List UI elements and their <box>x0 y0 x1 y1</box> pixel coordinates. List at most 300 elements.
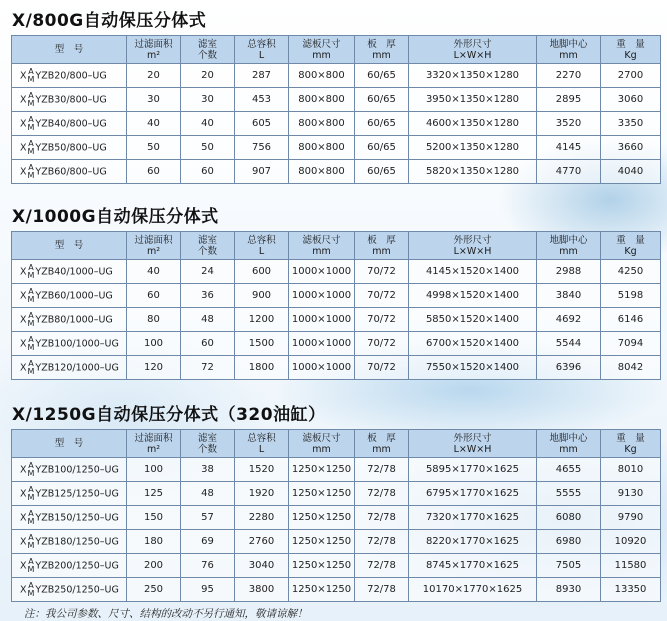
column-header <box>289 430 355 458</box>
model-prefix-a: A <box>28 484 34 494</box>
model-name: YZB60/1000–UG <box>35 290 113 301</box>
data-cell: 8930 <box>537 578 601 602</box>
spec-table <box>11 231 661 380</box>
data-cell: 3950×1350×1280 <box>409 88 537 112</box>
column-header <box>181 232 235 260</box>
model-name: YZB20/800–UG <box>35 70 107 81</box>
model-name: YZB40/1000–UG <box>35 266 113 277</box>
data-cell: 4040 <box>601 160 661 184</box>
data-cell: 1000×1000 <box>289 356 355 380</box>
data-cell: 8745×1770×1625 <box>409 554 537 578</box>
column-header <box>409 232 537 260</box>
model-prefix-x: X <box>20 536 27 547</box>
model-prefix-m: M <box>27 270 35 280</box>
data-cell: 6396 <box>537 356 601 380</box>
column-header-line: 板 厚 <box>367 38 396 50</box>
data-cell: 30 <box>181 88 235 112</box>
model-prefix-a: A <box>28 334 34 344</box>
data-cell: 3800 <box>235 578 289 602</box>
column-header <box>355 232 409 260</box>
model-name: YZB150/1250–UG <box>35 512 119 523</box>
model-name: YZB40/800–UG <box>35 118 107 129</box>
data-cell: 70/72 <box>355 332 409 356</box>
table-row <box>12 458 661 482</box>
column-header <box>235 430 289 458</box>
model-cell <box>12 308 127 332</box>
header-row <box>12 430 661 458</box>
data-cell: 1500 <box>235 332 289 356</box>
column-header <box>127 36 181 64</box>
table-row <box>12 578 661 602</box>
data-cell: 20 <box>127 64 181 88</box>
data-cell: 4692 <box>537 308 601 332</box>
column-header-line: Kg <box>624 49 637 61</box>
model-prefix-am <box>28 264 35 280</box>
column-header <box>12 232 127 260</box>
model-prefix-am <box>28 510 35 526</box>
data-cell: 7094 <box>601 332 661 356</box>
model-prefix-m: M <box>27 492 35 502</box>
model-prefix-a: A <box>28 162 34 172</box>
data-cell: 3040 <box>235 554 289 578</box>
data-cell: 800×800 <box>289 112 355 136</box>
data-cell: 8220×1770×1625 <box>409 530 537 554</box>
data-cell: 2760 <box>235 530 289 554</box>
data-cell: 900 <box>235 284 289 308</box>
column-header-line: 滤板尺寸 <box>302 234 341 246</box>
data-cell: 907 <box>235 160 289 184</box>
data-cell: 40 <box>127 260 181 284</box>
data-cell: 30 <box>127 88 181 112</box>
model-prefix-m: M <box>27 74 35 84</box>
model-prefix-x: X <box>20 560 27 571</box>
model-prefix-am <box>28 312 35 328</box>
data-cell: 3840 <box>537 284 601 308</box>
column-header-line: 个数 <box>197 245 217 257</box>
column-header-line: 总容积 <box>247 234 276 246</box>
data-cell: 9790 <box>601 506 661 530</box>
column-header <box>12 430 127 458</box>
column-header-line: m² <box>146 443 161 455</box>
model-prefix-x: X <box>20 464 27 475</box>
column-header-line: 重 量 <box>616 432 645 444</box>
data-cell: 60/65 <box>355 160 409 184</box>
data-cell: 5200×1350×1280 <box>409 136 537 160</box>
model-cell <box>12 554 127 578</box>
data-cell: 2270 <box>537 64 601 88</box>
column-header-line: 过滤面积 <box>134 38 173 50</box>
column-header-line: 地脚中心 <box>549 234 588 246</box>
data-cell: 10920 <box>601 530 661 554</box>
model-prefix-a: A <box>28 114 34 124</box>
data-cell: 453 <box>235 88 289 112</box>
model-name: YZB180/1250–UG <box>35 536 119 547</box>
model-cell <box>12 284 127 308</box>
column-header-line: mm <box>312 49 331 61</box>
model-cell <box>12 88 127 112</box>
data-cell: 6700×1520×1400 <box>409 332 537 356</box>
model-cell <box>12 482 127 506</box>
data-cell: 6795×1770×1625 <box>409 482 537 506</box>
data-cell: 4655 <box>537 458 601 482</box>
data-cell: 6146 <box>601 308 661 332</box>
model-prefix-m: M <box>27 122 35 132</box>
model-cell <box>12 260 127 284</box>
model-prefix-x: X <box>20 142 27 153</box>
model-cell <box>12 506 127 530</box>
model-prefix-x: X <box>20 266 27 277</box>
data-cell: 72/78 <box>355 458 409 482</box>
model-prefix-m: M <box>27 146 35 156</box>
data-cell: 5850×1520×1400 <box>409 308 537 332</box>
column-header-line: 板 厚 <box>367 234 396 246</box>
data-cell: 6980 <box>537 530 601 554</box>
data-cell: 1250×1250 <box>289 578 355 602</box>
model-prefix-am <box>28 68 35 84</box>
model-prefix-m: M <box>27 588 35 598</box>
column-header-line: L <box>258 443 265 455</box>
column-header-line: 重 量 <box>616 38 645 50</box>
data-cell: 800×800 <box>289 160 355 184</box>
model-prefix-m: M <box>27 342 35 352</box>
data-cell: 3660 <box>601 136 661 160</box>
column-header <box>601 232 661 260</box>
model-prefix-am <box>28 462 35 478</box>
model-prefix-x: X <box>20 314 27 325</box>
model-name: YZB100/1250–UG <box>35 464 119 475</box>
model-prefix-x: X <box>20 512 27 523</box>
data-cell: 76 <box>181 554 235 578</box>
data-cell: 1920 <box>235 482 289 506</box>
model-prefix-am <box>28 164 35 180</box>
column-header-line: 外形尺寸 <box>453 432 492 444</box>
model-cell <box>12 160 127 184</box>
data-cell: 36 <box>181 284 235 308</box>
data-cell: 605 <box>235 112 289 136</box>
data-cell: 60 <box>181 332 235 356</box>
model-cell <box>12 578 127 602</box>
data-cell: 60/65 <box>355 64 409 88</box>
model-prefix-m: M <box>27 540 35 550</box>
column-header <box>409 36 537 64</box>
data-cell: 4600×1350×1280 <box>409 112 537 136</box>
data-cell: 150 <box>127 506 181 530</box>
data-cell: 3520 <box>537 112 601 136</box>
table-row <box>12 88 661 112</box>
spec-table <box>11 35 661 184</box>
column-header-line: m² <box>146 49 161 61</box>
model-prefix-a: A <box>28 262 34 272</box>
model-cell <box>12 136 127 160</box>
data-cell: 60 <box>127 284 181 308</box>
data-cell: 1250×1250 <box>289 458 355 482</box>
model-prefix-a: A <box>28 532 34 542</box>
data-cell: 10170×1770×1625 <box>409 578 537 602</box>
column-header <box>12 36 127 64</box>
data-cell: 287 <box>235 64 289 88</box>
data-cell: 38 <box>181 458 235 482</box>
model-name: YZB100/1000–UG <box>35 338 119 349</box>
model-prefix-m: M <box>27 294 35 304</box>
data-cell: 4145×1520×1400 <box>409 260 537 284</box>
data-cell: 60 <box>127 160 181 184</box>
model-prefix-a: A <box>28 508 34 518</box>
data-cell: 120 <box>127 356 181 380</box>
column-header-line: 滤板尺寸 <box>302 432 341 444</box>
table-row <box>12 506 661 530</box>
data-cell: 5544 <box>537 332 601 356</box>
model-prefix-a: A <box>28 90 34 100</box>
data-cell: 5895×1770×1625 <box>409 458 537 482</box>
data-cell: 72/78 <box>355 482 409 506</box>
data-cell: 72/78 <box>355 530 409 554</box>
model-prefix-x: X <box>20 584 27 595</box>
spec-table <box>11 429 661 602</box>
data-cell: 800×800 <box>289 64 355 88</box>
model-name: YZB125/1250–UG <box>35 488 119 499</box>
model-name: YZB50/800–UG <box>35 142 107 153</box>
column-header-line: 地脚中心 <box>549 432 588 444</box>
model-cell <box>12 112 127 136</box>
model-name: YZB250/1250–UG <box>35 584 119 595</box>
data-cell: 200 <box>127 554 181 578</box>
column-header-line: mm <box>312 245 331 257</box>
data-cell: 5820×1350×1280 <box>409 160 537 184</box>
column-header-line: 外形尺寸 <box>453 38 492 50</box>
data-cell: 50 <box>127 136 181 160</box>
footer-note: 注：我公司参数、尺寸、结构的改动不另行通知，敬请谅解！ <box>24 608 308 620</box>
column-header-line: 型 号 <box>54 438 84 449</box>
data-cell: 3320×1350×1280 <box>409 64 537 88</box>
column-header <box>127 430 181 458</box>
model-prefix-m: M <box>27 468 35 478</box>
model-prefix-a: A <box>28 580 34 590</box>
data-cell: 2988 <box>537 260 601 284</box>
column-header-line: 滤室 <box>197 234 217 246</box>
data-cell: 40 <box>181 112 235 136</box>
model-prefix-am <box>28 92 35 108</box>
model-prefix-x: X <box>20 338 27 349</box>
data-cell: 7550×1520×1400 <box>409 356 537 380</box>
data-cell: 4770 <box>537 160 601 184</box>
model-prefix-m: M <box>27 516 35 526</box>
data-cell: 6080 <box>537 506 601 530</box>
model-prefix-x: X <box>20 70 27 81</box>
column-header-line: m² <box>146 245 161 257</box>
data-cell: 50 <box>181 136 235 160</box>
data-cell: 1250×1250 <box>289 530 355 554</box>
model-prefix-a: A <box>28 460 34 470</box>
data-cell: 95 <box>181 578 235 602</box>
data-cell: 800×800 <box>289 136 355 160</box>
model-prefix-m: M <box>27 98 35 108</box>
data-cell: 7320×1770×1625 <box>409 506 537 530</box>
data-cell: 250 <box>127 578 181 602</box>
model-cell <box>12 64 127 88</box>
data-cell: 11580 <box>601 554 661 578</box>
data-cell: 7505 <box>537 554 601 578</box>
data-cell: 4145 <box>537 136 601 160</box>
model-prefix-m: M <box>27 564 35 574</box>
data-cell: 125 <box>127 482 181 506</box>
column-header <box>537 430 601 458</box>
column-header-line: mm <box>372 49 391 61</box>
data-cell: 1250×1250 <box>289 554 355 578</box>
data-cell: 57 <box>181 506 235 530</box>
column-header <box>537 232 601 260</box>
data-cell: 2895 <box>537 88 601 112</box>
model-cell <box>12 458 127 482</box>
data-cell: 180 <box>127 530 181 554</box>
table-row <box>12 554 661 578</box>
data-cell: 1000×1000 <box>289 260 355 284</box>
model-prefix-am <box>28 336 35 352</box>
column-header-line: 过滤面积 <box>134 432 173 444</box>
table-row <box>12 160 661 184</box>
model-prefix-am <box>28 288 35 304</box>
column-header-line: L <box>258 245 265 257</box>
column-header <box>181 36 235 64</box>
column-header <box>601 36 661 64</box>
table-row <box>12 332 661 356</box>
column-header-line: 型 号 <box>54 240 84 251</box>
data-cell: 8042 <box>601 356 661 380</box>
column-header-line: 型 号 <box>54 44 84 55</box>
column-header-line: 外形尺寸 <box>453 234 492 246</box>
model-prefix-x: X <box>20 488 27 499</box>
model-prefix-x: X <box>20 94 27 105</box>
column-header-line: 滤板尺寸 <box>302 38 341 50</box>
column-header <box>355 430 409 458</box>
data-cell: 20 <box>181 64 235 88</box>
column-header <box>127 232 181 260</box>
column-header <box>355 36 409 64</box>
model-prefix-a: A <box>28 286 34 296</box>
model-prefix-am <box>28 140 35 156</box>
column-header <box>235 36 289 64</box>
model-prefix-m: M <box>27 366 35 376</box>
column-header-line: 板 厚 <box>367 432 396 444</box>
column-header-line: 地脚中心 <box>549 38 588 50</box>
model-prefix-a: A <box>28 138 34 148</box>
model-cell <box>12 356 127 380</box>
table-row <box>12 308 661 332</box>
data-cell: 800×800 <box>289 88 355 112</box>
data-cell: 69 <box>181 530 235 554</box>
column-header <box>181 430 235 458</box>
data-cell: 4250 <box>601 260 661 284</box>
model-prefix-am <box>28 486 35 502</box>
data-cell: 3350 <box>601 112 661 136</box>
column-header <box>409 430 537 458</box>
data-cell: 4998×1520×1400 <box>409 284 537 308</box>
data-cell: 600 <box>235 260 289 284</box>
column-header-line: 个数 <box>197 443 217 455</box>
column-header-line: L <box>258 49 265 61</box>
data-cell: 1250×1250 <box>289 482 355 506</box>
data-cell: 70/72 <box>355 356 409 380</box>
data-cell: 2280 <box>235 506 289 530</box>
column-header-line: mm <box>559 245 578 257</box>
section-title: X/800G自动保压分体式 <box>12 11 207 31</box>
data-cell: 24 <box>181 260 235 284</box>
column-header-line: mm <box>372 443 391 455</box>
model-prefix-am <box>28 360 35 376</box>
table-row <box>12 530 661 554</box>
data-cell: 1200 <box>235 308 289 332</box>
model-prefix-m: M <box>27 170 35 180</box>
model-name: YZB30/800–UG <box>35 94 107 105</box>
data-cell: 2700 <box>601 64 661 88</box>
column-header-line: mm <box>372 245 391 257</box>
data-cell: 72/78 <box>355 506 409 530</box>
column-header-line: L×W×H <box>453 245 492 257</box>
model-prefix-m: M <box>27 318 35 328</box>
model-prefix-a: A <box>28 66 34 76</box>
column-header-line: 滤室 <box>197 38 217 50</box>
column-header <box>289 36 355 64</box>
column-header-line: 总容积 <box>247 432 276 444</box>
data-cell: 100 <box>127 332 181 356</box>
data-cell: 70/72 <box>355 284 409 308</box>
data-cell: 1000×1000 <box>289 332 355 356</box>
column-header-line: mm <box>559 443 578 455</box>
column-header <box>537 36 601 64</box>
table-row <box>12 260 661 284</box>
column-header-line: mm <box>559 49 578 61</box>
model-name: YZB60/800–UG <box>35 166 107 177</box>
column-header <box>289 232 355 260</box>
data-cell: 1000×1000 <box>289 308 355 332</box>
column-header-line: 重 量 <box>616 234 645 246</box>
model-cell <box>12 332 127 356</box>
data-cell: 8010 <box>601 458 661 482</box>
table-row <box>12 136 661 160</box>
column-header-line: mm <box>312 443 331 455</box>
table-row <box>12 482 661 506</box>
data-cell: 5198 <box>601 284 661 308</box>
data-cell: 5555 <box>537 482 601 506</box>
section-title: X/1000G自动保压分体式 <box>12 207 219 227</box>
data-cell: 60 <box>181 160 235 184</box>
model-prefix-am <box>28 558 35 574</box>
table-row <box>12 64 661 88</box>
data-cell: 72/78 <box>355 554 409 578</box>
header-row <box>12 232 661 260</box>
data-cell: 1520 <box>235 458 289 482</box>
data-cell: 48 <box>181 308 235 332</box>
model-name: YZB200/1250–UG <box>35 560 119 571</box>
data-cell: 3060 <box>601 88 661 112</box>
model-name: YZB120/1000–UG <box>35 362 119 373</box>
data-cell: 13350 <box>601 578 661 602</box>
column-header-line: L×W×H <box>453 49 492 61</box>
column-header-line: 滤室 <box>197 432 217 444</box>
data-cell: 100 <box>127 458 181 482</box>
header-row <box>12 36 661 64</box>
column-header-line: 个数 <box>197 49 217 61</box>
model-prefix-x: X <box>20 362 27 373</box>
data-cell: 80 <box>127 308 181 332</box>
table-row <box>12 112 661 136</box>
data-cell: 60/65 <box>355 112 409 136</box>
column-header-line: Kg <box>624 443 637 455</box>
data-cell: 1250×1250 <box>289 506 355 530</box>
section-title: X/1250G自动保压分体式（320油缸） <box>12 405 326 425</box>
model-prefix-am <box>28 116 35 132</box>
data-cell: 40 <box>127 112 181 136</box>
model-prefix-a: A <box>28 310 34 320</box>
